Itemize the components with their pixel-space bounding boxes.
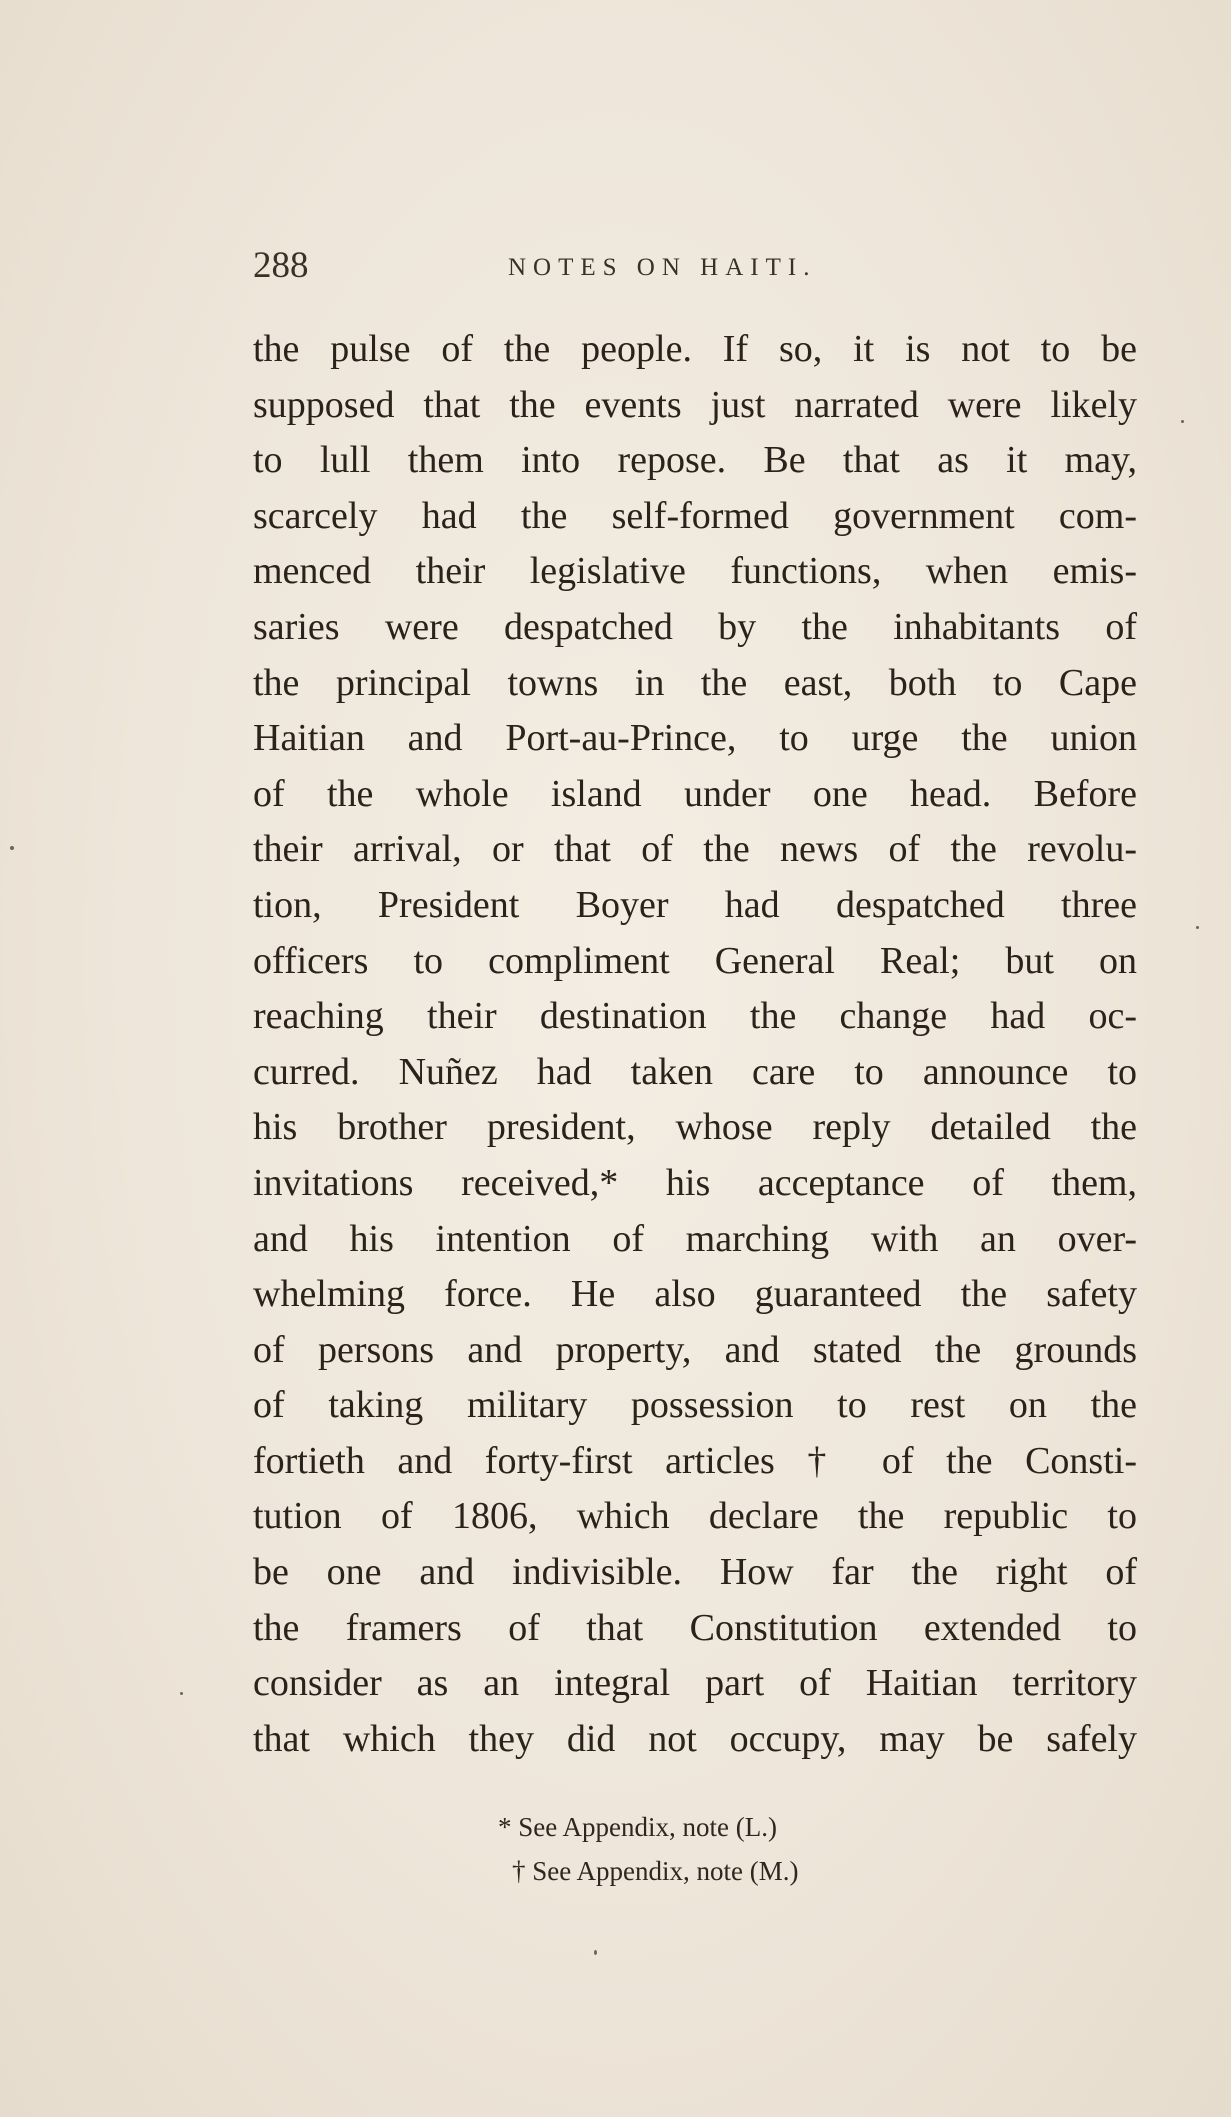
text-line: be one and indivisible. How far the right of	[253, 1551, 1137, 1594]
text-line: saries were despatched by the inhabitants of	[253, 605, 1137, 648]
text-line: fortieth and forty-first articles † of the Consti-	[253, 1439, 1137, 1482]
text-line: scarcely had the self-formed government com-	[253, 494, 1137, 537]
text-line: menced their legislative functions, when emis-	[253, 550, 1137, 593]
footnote: * See Appendix, note (L.)	[498, 1812, 777, 1842]
text-line: the principal towns in the east, both to Cape	[253, 661, 1137, 704]
footnote: † See Appendix, note (M.)	[512, 1856, 799, 1886]
text-line: his brother president, whose reply detailed the	[253, 1106, 1137, 1149]
text-line: tution of 1806, which declare the republic to	[253, 1495, 1137, 1538]
text-line: of the whole island under one head. Before	[253, 772, 1137, 815]
text-line: their arrival, or that of the news of the revolu-	[253, 828, 1137, 871]
running-head: NOTES ON HAITI.	[508, 254, 817, 281]
footnotes	[498, 1805, 918, 1893]
text-line: invitations received,* his acceptance of them,	[253, 1161, 1137, 1204]
text-line: whelming force. He also guaranteed the safety	[253, 1273, 1137, 1316]
text-line: curred. Nuñez had taken care to announce to	[253, 1050, 1137, 1093]
page-header	[253, 244, 1133, 294]
text-line: the pulse of the people. If so, it is not to be	[253, 328, 1137, 370]
page-number: 288	[253, 245, 309, 286]
paper-speck	[594, 1950, 597, 1955]
text-line: of persons and property, and stated the grounds	[253, 1328, 1137, 1371]
text-line: reaching their destination the change had oc-	[253, 995, 1137, 1038]
text-line: of taking military possession to rest on the	[253, 1384, 1137, 1427]
text-line: officers to compliment General Real; but on	[253, 939, 1137, 982]
paper-speck	[180, 1692, 183, 1695]
paper-speck	[1181, 420, 1184, 423]
text-line: Haitian and Port-au-Prince, to urge the union	[253, 717, 1137, 760]
text-line: tion, President Boyer had despatched three	[253, 883, 1137, 926]
text-line: the framers of that Constitution extended to	[253, 1606, 1137, 1649]
text-line: and his intention of marching with an over-	[253, 1217, 1137, 1260]
text-line: consider as an integral part of Haitian territory	[253, 1662, 1137, 1705]
paper-speck	[1196, 926, 1199, 929]
body-text	[253, 322, 1137, 1767]
text-line: to lull them into repose. Be that as it may,	[253, 439, 1137, 482]
text-line: supposed that the events just narrated were likely	[253, 383, 1137, 426]
paper-speck	[10, 846, 14, 850]
text-line: that which they did not occupy, may be safely	[253, 1717, 1137, 1760]
